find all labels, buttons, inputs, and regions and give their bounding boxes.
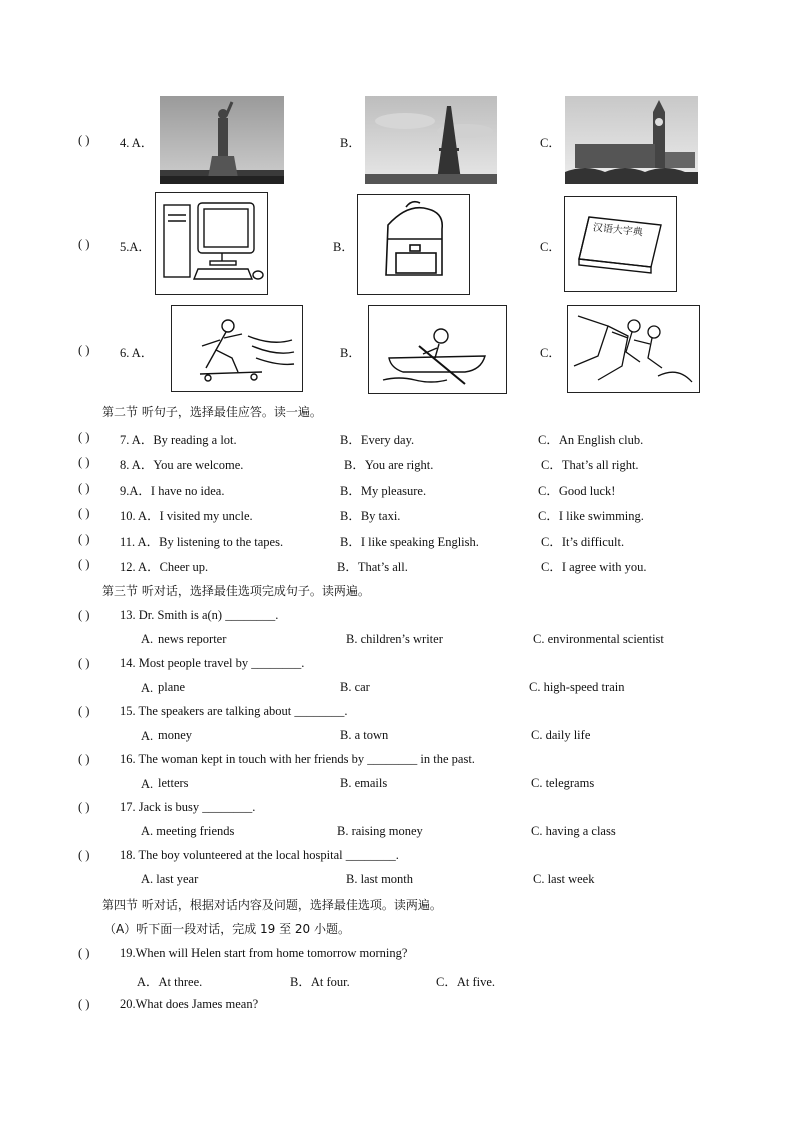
answer-paren: ( ) xyxy=(78,997,90,1011)
option-a-label: A. xyxy=(141,729,154,743)
dictionary-image xyxy=(564,196,677,292)
answer-paren: ( ) xyxy=(78,481,90,495)
option-b: B．That’s all. xyxy=(337,560,408,574)
option-c: C. having a class xyxy=(531,824,616,838)
computer-image xyxy=(155,192,268,295)
option-a: A. meeting friends xyxy=(141,824,235,838)
question-4-label: 4. A． xyxy=(120,136,154,150)
option-b: B. a town xyxy=(340,728,389,742)
option-b: B．By taxi. xyxy=(340,509,401,523)
option-b: B. children’s writer xyxy=(346,632,443,646)
answer-paren: ( ) xyxy=(78,656,90,670)
answer-paren: ( ) xyxy=(78,946,90,960)
answer-paren: ( ) xyxy=(78,430,90,444)
question-8: 8. A．You are welcome. xyxy=(120,458,244,472)
option-c: C．It’s difficult. xyxy=(541,535,625,549)
answer-paren: ( ) xyxy=(78,557,90,571)
option-b: B．Every day. xyxy=(340,433,415,447)
big-ben-image xyxy=(565,96,698,184)
option-c: C．At five. xyxy=(436,975,496,989)
question-16: 16. The woman kept in touch with her friends by ________ in the past. xyxy=(120,752,475,766)
section-4-title: 第四节 听对话，根据对话内容及问题，选择最佳选项。读两遍。 xyxy=(102,898,442,912)
question-15: 15. The speakers are talking about ________. xyxy=(120,704,348,718)
option-b-label: B． xyxy=(333,240,354,254)
option-c: C．Good luck! xyxy=(538,484,616,498)
section-2-title: 第二节 听句子，选择最佳应答。读一遍。 xyxy=(102,405,322,419)
option-c-label: C． xyxy=(540,346,561,360)
answer-paren: ( ) xyxy=(78,455,90,469)
answer-paren: ( ) xyxy=(78,800,90,814)
backpack-image xyxy=(357,194,470,295)
option-b: B. last month xyxy=(346,872,414,886)
question-11: 11. A．By listening to the tapes. xyxy=(120,535,284,549)
answer-paren: ( ) xyxy=(78,752,90,766)
statue-of-liberty-image xyxy=(160,96,284,184)
option-b-label: B． xyxy=(340,346,361,360)
question-5-label: 5.A． xyxy=(120,240,151,254)
answer-paren: ( ) xyxy=(78,343,90,357)
option-a: A. last year xyxy=(141,872,199,886)
rowing-image xyxy=(368,305,507,394)
option-a-label: A. xyxy=(141,777,154,791)
option-a-label: A. xyxy=(141,632,154,646)
question-13: 13. Dr. Smith is a(n) ________. xyxy=(120,608,279,622)
option-a: money xyxy=(158,728,193,742)
option-a: letters xyxy=(158,776,189,790)
section-3-title: 第三节 听对话，选择最佳选项完成句子。读两遍。 xyxy=(102,584,370,598)
option-b: B. car xyxy=(340,680,370,694)
option-b: B. emails xyxy=(340,776,388,790)
option-c-label: C． xyxy=(540,136,561,150)
climbing-image xyxy=(567,305,700,393)
option-a: plane xyxy=(158,680,186,694)
answer-paren: ( ) xyxy=(78,506,90,520)
option-c: C. telegrams xyxy=(531,776,595,790)
question-10: 10. A．I visited my uncle. xyxy=(120,509,253,523)
section-4-subtitle: （A）听下面一段对话，完成 19 至 20 小题。 xyxy=(104,922,351,936)
option-c: C. daily life xyxy=(531,728,591,742)
option-c: C．I like swimming. xyxy=(538,509,644,523)
option-b: B．You are right. xyxy=(344,458,434,472)
dictionary-title: 汉语大字典 xyxy=(592,222,644,239)
answer-paren: ( ) xyxy=(78,133,90,147)
option-c-label: C． xyxy=(540,240,561,254)
option-c: C. last week xyxy=(533,872,595,886)
question-18: 18. The boy volunteered at the local hospital ________. xyxy=(120,848,399,862)
skateboarding-image xyxy=(171,305,303,392)
option-b: B．My pleasure. xyxy=(340,484,427,498)
question-7: 7. A．By reading a lot. xyxy=(120,433,237,447)
answer-paren: ( ) xyxy=(78,848,90,862)
answer-paren: ( ) xyxy=(78,532,90,546)
option-c: C. high-speed train xyxy=(529,680,625,694)
option-b: B．I like speaking English. xyxy=(340,535,479,549)
question-12: 12. A．Cheer up. xyxy=(120,560,209,574)
option-b: B．At four. xyxy=(290,975,350,989)
option-a-label: A. xyxy=(141,681,154,695)
option-b-label: B． xyxy=(340,136,361,150)
question-17: 17. Jack is busy ________. xyxy=(120,800,256,814)
question-19: 19.When will Helen start from home tomorrow morning? xyxy=(120,946,408,960)
question-14: 14. Most people travel by ________. xyxy=(120,656,305,670)
option-c: C．An English club. xyxy=(538,433,644,447)
option-c: C．That’s all right. xyxy=(541,458,639,472)
eiffel-tower-image xyxy=(365,96,497,184)
option-b: B. raising money xyxy=(337,824,423,838)
answer-paren: ( ) xyxy=(78,237,90,251)
question-20: 20.What does James mean? xyxy=(120,997,259,1011)
option-c: C. environmental scientist xyxy=(533,632,664,646)
question-6-label: 6. A． xyxy=(120,346,154,360)
question-9: 9.A．I have no idea. xyxy=(120,484,225,498)
option-a: news reporter xyxy=(158,632,227,646)
answer-paren: ( ) xyxy=(78,704,90,718)
answer-paren: ( ) xyxy=(78,608,90,622)
option-a: A．At three. xyxy=(137,975,203,989)
option-c: C．I agree with you. xyxy=(541,560,647,574)
